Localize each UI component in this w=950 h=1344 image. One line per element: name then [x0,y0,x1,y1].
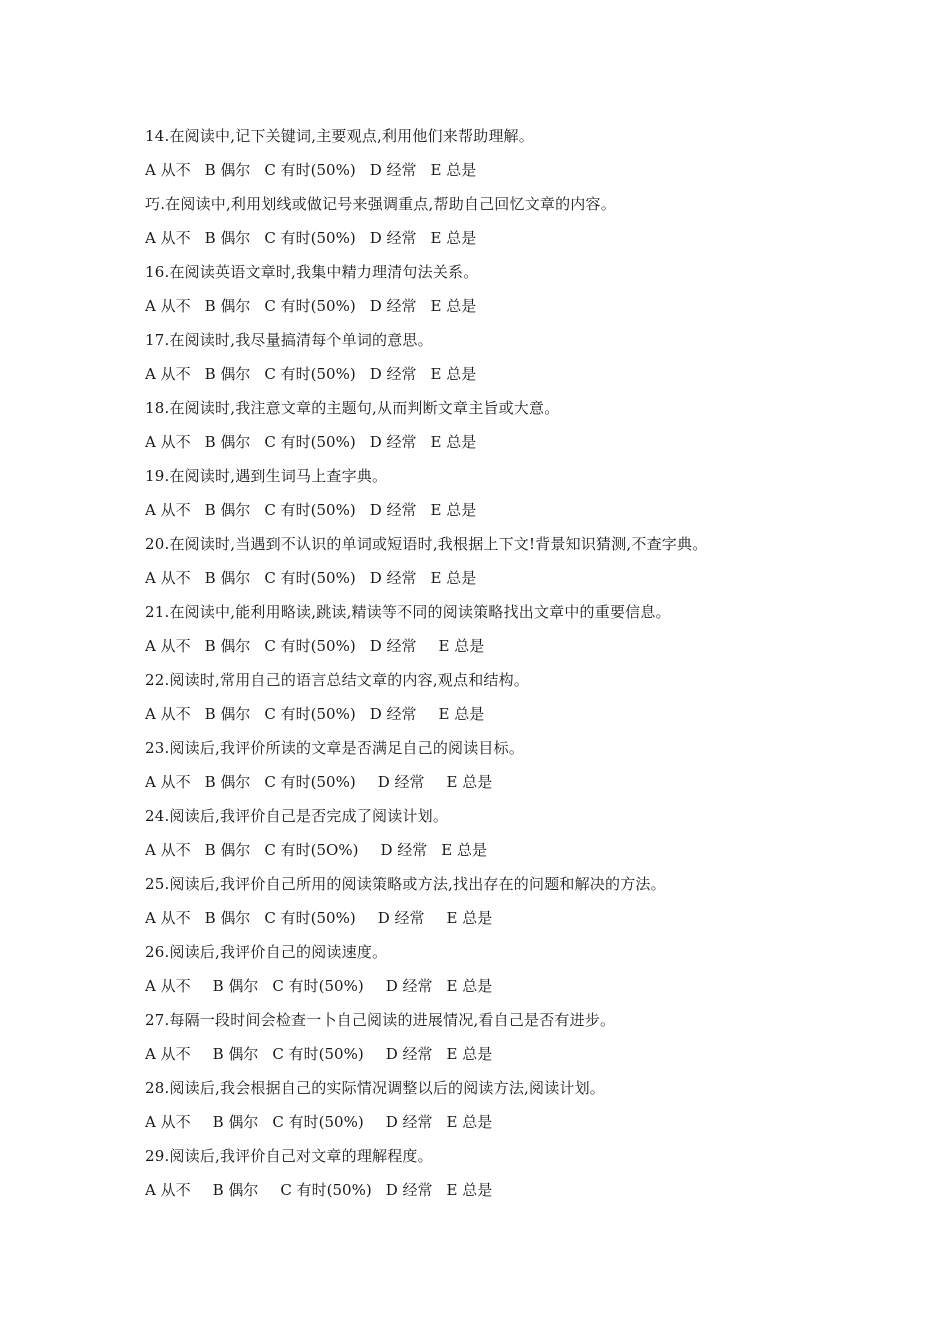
option-d: D 经常 [385,1113,433,1131]
answer-options [145,296,905,330]
option-e: E 总是 [446,1181,493,1199]
option-a: A 从不 [145,1045,191,1063]
option-c: C 有时(50%) [264,229,356,247]
option-c: C 有时(5O%) [264,841,359,859]
option-c: C 有时(50%) [264,433,356,451]
answer-options [145,228,905,262]
option-c: C 有时(50%) [264,501,356,519]
question-item [145,126,905,194]
option-d: D 经常 [369,365,417,383]
question-text: 22.阅读时,常用自己的语言总结文章的内容,观点和结构。 [145,671,529,689]
option-a: A 从不 [145,1181,191,1199]
option-c: C 有时(50%) [280,1181,372,1199]
question-item [145,942,905,1010]
question-text: 29.阅读后,我评价自己对文章的理解程度。 [145,1147,433,1165]
option-b: B 偶尔 [204,161,251,179]
question-text: 24.阅读后,我评价自己是否完成了阅读计划。 [145,807,449,825]
option-e: E 总是 [446,773,493,791]
question-item [145,738,905,806]
option-a: A 从不 [145,365,191,383]
option-a: A 从不 [145,841,191,859]
option-b: B 偶尔 [204,909,251,927]
option-b: B 偶尔 [204,433,251,451]
option-e: E 总是 [430,433,477,451]
question-item [145,330,905,398]
question-text: 巧.在阅读中,利用划线或做记号来强调重点,帮助自己回忆文章的内容。 [145,195,616,213]
answer-options [145,704,905,738]
option-e: E 总是 [430,297,477,315]
question-item [145,602,905,670]
option-d: D 经常 [385,977,433,995]
question-text: 14.在阅读中,记下关键词,主要观点,利用他们来帮助理解。 [145,127,534,145]
option-d: D 经常 [380,841,428,859]
question-item [145,534,905,602]
option-a: A 从不 [145,977,191,995]
question-text: 20.在阅读时,当遇到不认识的单词或短语时,我根据上下文!背景知识猜测,不查字典。 [145,535,708,553]
question-text: 26.阅读后,我评价自己的阅读速度。 [145,943,388,961]
question-text: 17.在阅读时,我尽量搞清每个单词的意思。 [145,331,433,349]
option-a: A 从不 [145,569,191,587]
option-e: E 总是 [438,705,485,723]
question-item [145,670,905,738]
option-e: E 总是 [446,1113,493,1131]
answer-options [145,976,905,1010]
option-a: A 从不 [145,909,191,927]
answer-options [145,840,905,874]
option-a: A 从不 [145,1113,191,1131]
option-a: A 从不 [145,705,191,723]
answer-options [145,1112,905,1146]
answer-options [145,636,905,670]
option-d: D 经常 [369,161,417,179]
option-e: E 总是 [430,229,477,247]
option-b: B 偶尔 [204,773,251,791]
question-text: 28.阅读后,我会根据自己的实际情况调整以后的阅读方法,阅读计划。 [145,1079,605,1097]
option-e: E 总是 [441,841,487,859]
option-b: B 偶尔 [212,1113,259,1131]
option-c: C 有时(50%) [272,1113,364,1131]
question-text: 27.每隔一段时间会检查一卜自己阅读的进展情况,看自己是否有进步。 [145,1011,616,1029]
option-b: B 偶尔 [204,705,251,723]
question-item [145,466,905,534]
option-a: A 从不 [145,773,191,791]
option-b: B 偶尔 [204,229,251,247]
option-c: C 有时(50%) [264,637,356,655]
option-c: C 有时(50%) [272,977,364,995]
question-item [145,262,905,330]
question-text: 25.阅读后,我评价自己所用的阅读策略或方法,找出存在的问题和解决的方法。 [145,875,666,893]
answer-options [145,364,905,398]
question-item [145,1146,905,1214]
answer-options [145,772,905,806]
option-a: A 从不 [145,229,191,247]
option-d: D 经常 [385,1181,433,1199]
option-d: D 经常 [369,637,417,655]
option-e: E 总是 [446,1045,493,1063]
option-d: D 经常 [369,501,417,519]
option-e: E 总是 [430,365,477,383]
question-item [145,398,905,466]
question-item [145,1010,905,1078]
option-b: B 偶尔 [204,637,251,655]
option-b: B 偶尔 [212,977,259,995]
option-b: B 偶尔 [204,501,251,519]
question-text: 23.阅读后,我评价所读的文章是否满足自己的阅读目标。 [145,739,525,757]
option-a: A 从不 [145,501,191,519]
option-a: A 从不 [145,297,191,315]
option-d: D 经常 [369,705,417,723]
option-c: C 有时(50%) [264,909,356,927]
option-b: B 偶尔 [204,297,251,315]
answer-options [145,568,905,602]
questionnaire [145,126,905,1214]
option-a: A 从不 [145,637,191,655]
option-b: B 偶尔 [204,841,251,859]
option-e: E 总是 [430,569,477,587]
option-b: B 偶尔 [212,1181,259,1199]
question-item [145,194,905,262]
option-d: D 经常 [369,569,417,587]
option-b: B 偶尔 [204,365,251,383]
question-text: 21.在阅读中,能利用略读,跳读,精读等不同的阅读策略找出文章中的重要信息。 [145,603,671,621]
question-item [145,874,905,942]
answer-options [145,908,905,942]
option-c: C 有时(50%) [264,569,356,587]
question-item [145,806,905,874]
option-c: C 有时(50%) [264,705,356,723]
option-d: D 经常 [369,297,417,315]
option-c: C 有时(50%) [264,297,356,315]
option-c: C 有时(50%) [264,161,356,179]
option-c: C 有时(50%) [264,365,356,383]
answer-options [145,500,905,534]
option-e: E 总是 [446,909,493,927]
option-d: D 经常 [369,433,417,451]
question-text: 19.在阅读时,遇到生词马上查字典。 [145,467,388,485]
option-d: D 经常 [377,773,425,791]
option-a: A 从不 [145,161,191,179]
option-d: D 经常 [369,229,417,247]
option-e: E 总是 [438,637,485,655]
question-text: 18.在阅读时,我注意文章的主题句,从而判断文章主旨或大意。 [145,399,560,417]
answer-options [145,160,905,194]
option-c: C 有时(50%) [272,1045,364,1063]
option-c: C 有时(50%) [264,773,356,791]
option-b: B 偶尔 [212,1045,259,1063]
answer-options [145,432,905,466]
option-e: E 总是 [430,501,477,519]
answer-options [145,1044,905,1078]
answer-options [145,1180,905,1214]
option-d: D 经常 [377,909,425,927]
option-d: D 经常 [385,1045,433,1063]
option-e: E 总是 [446,977,493,995]
option-a: A 从不 [145,433,191,451]
option-b: B 偶尔 [204,569,251,587]
question-item [145,1078,905,1146]
question-text: 16.在阅读英语文章时,我集中精力理清句法关系。 [145,263,479,281]
option-e: E 总是 [430,161,477,179]
